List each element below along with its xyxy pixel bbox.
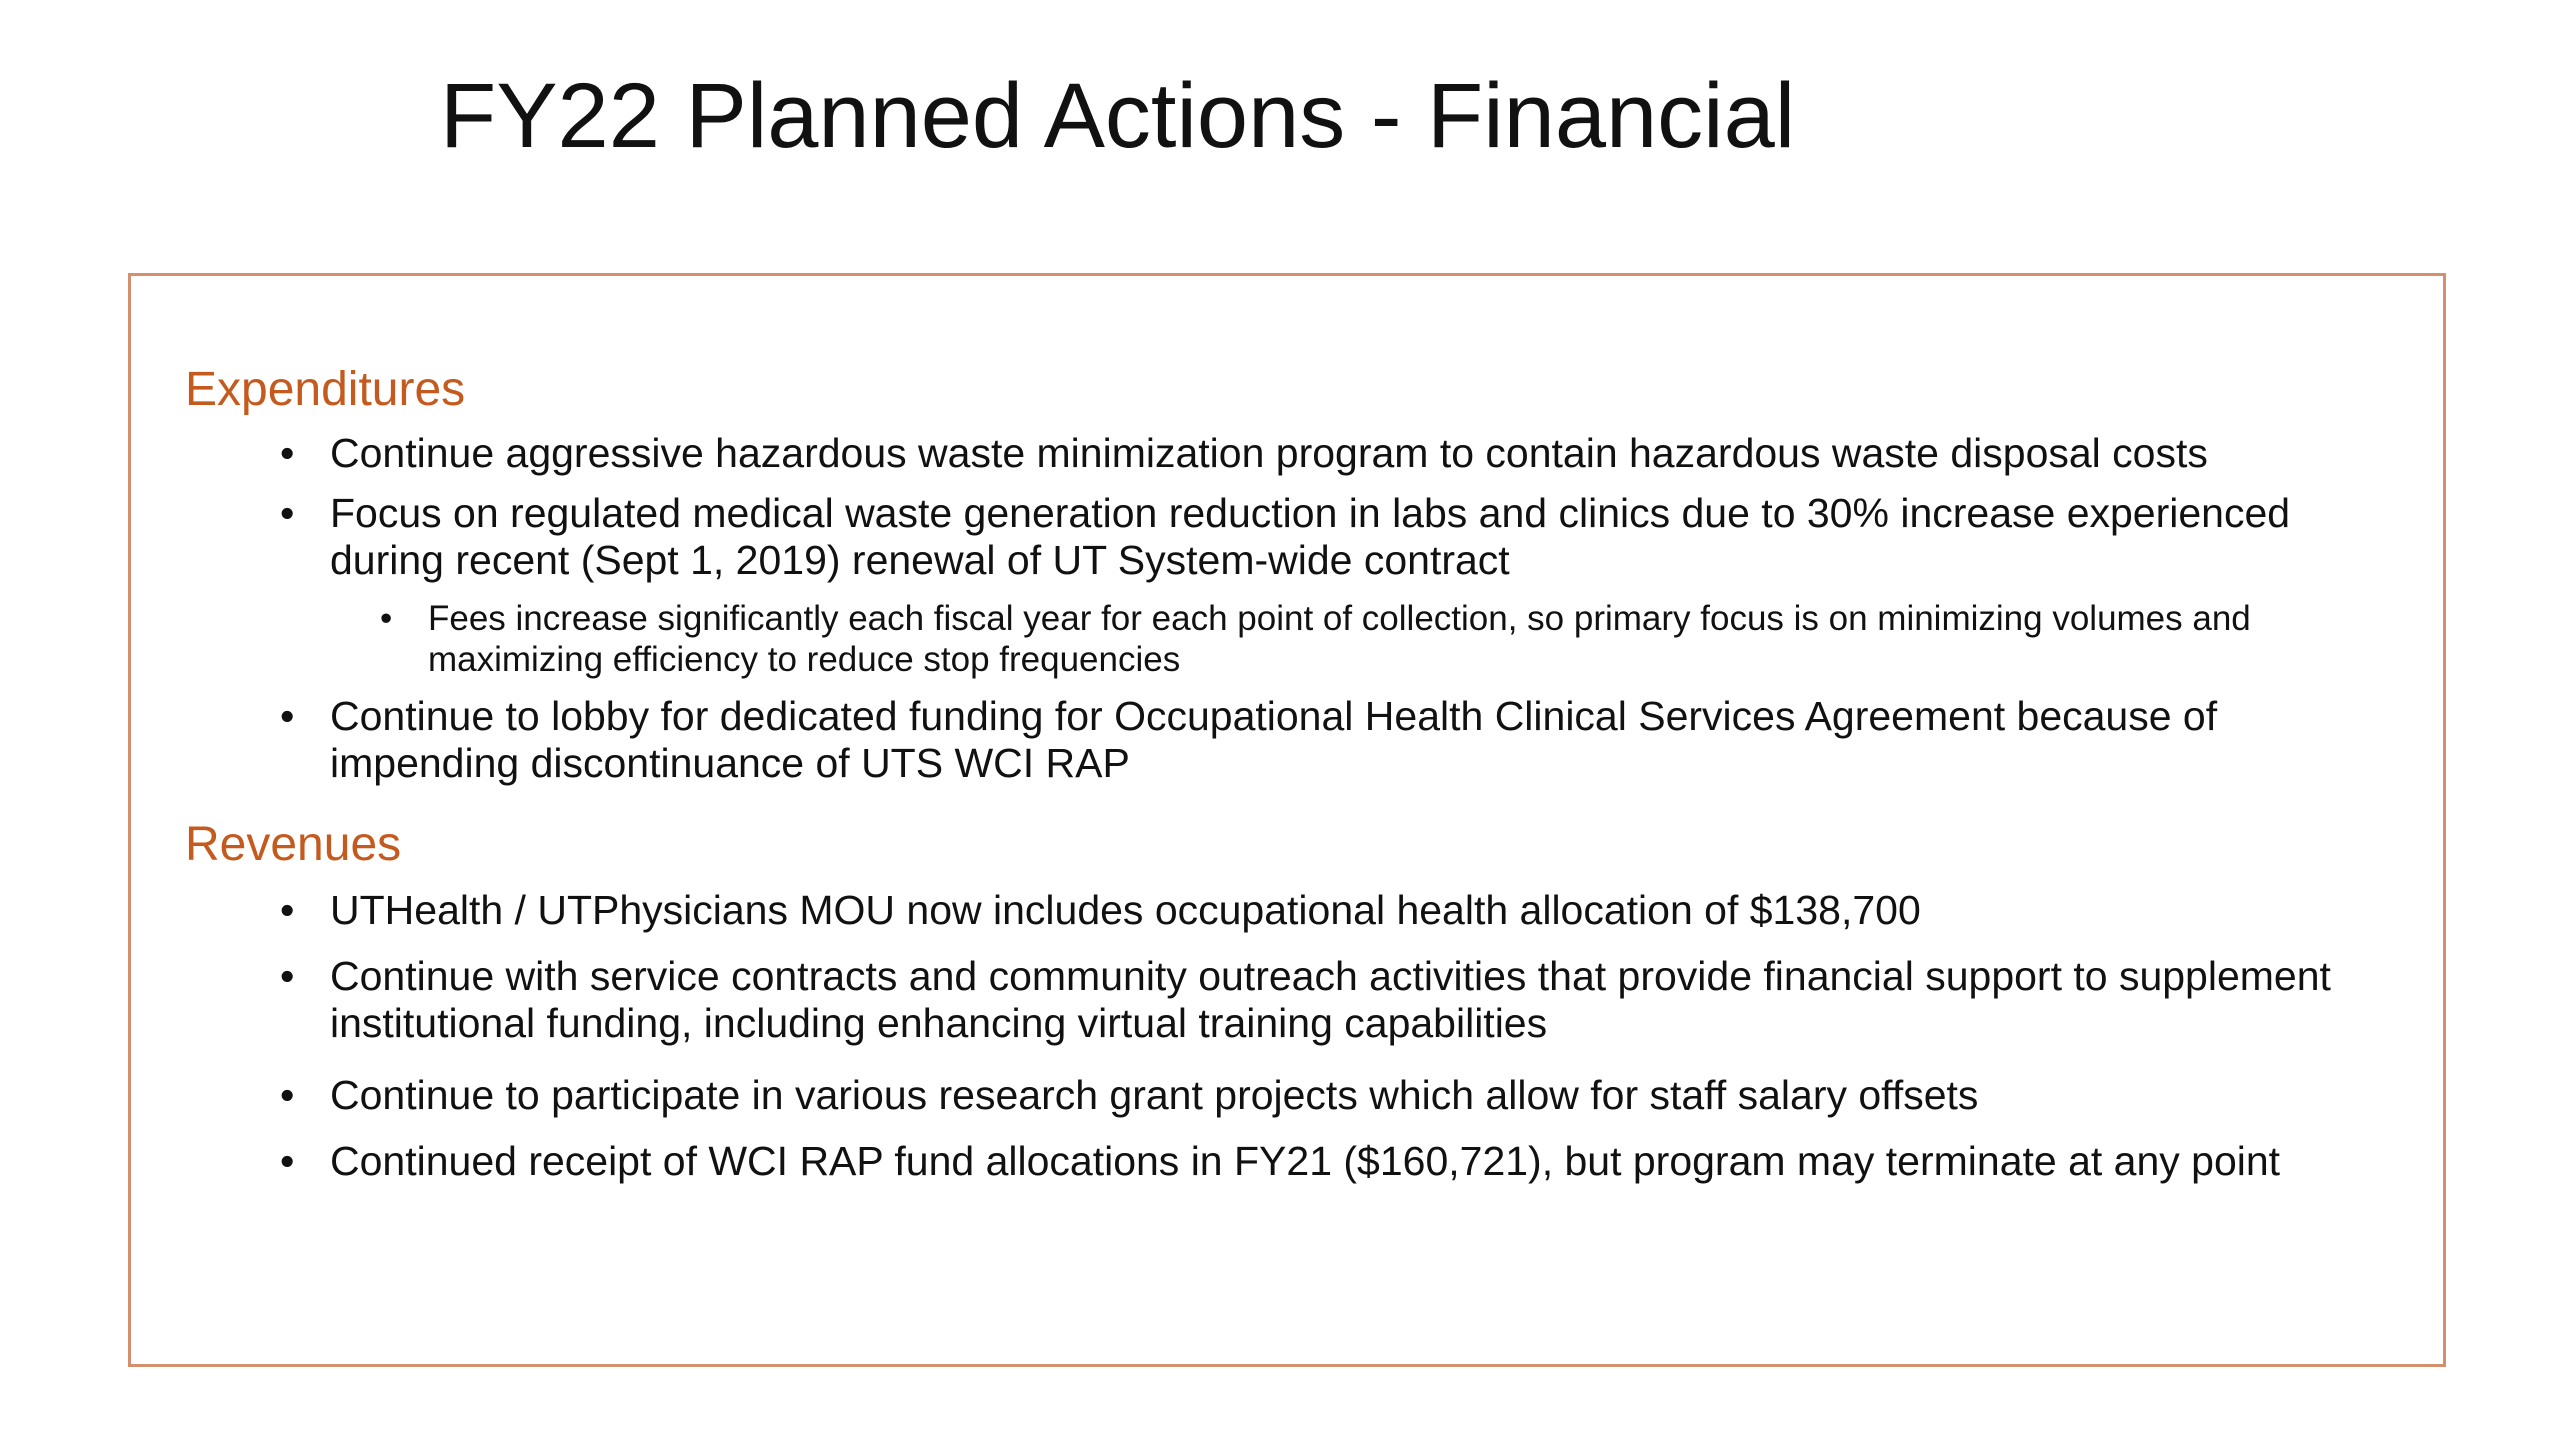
bullet-marker: • — [280, 693, 295, 739]
section-heading-revenues: Revenues — [185, 818, 402, 871]
bullet-text: Continue to participate in various research grant projects which allow for staff salary offsets — [330, 1072, 1979, 1118]
section-heading-expenditures: Expenditures — [185, 363, 466, 416]
bullet-marker: • — [380, 599, 393, 638]
bullet-text: Continue with service contracts and community outreach activities that provide financial support to supplement institutional funding, including enhancing virtual training capabilities — [330, 953, 2331, 1046]
bullet-marker: • — [280, 1072, 295, 1118]
bullet-marker: • — [280, 887, 295, 933]
slide-title: FY22 Planned Actions - Financial — [440, 65, 1796, 167]
bullet-text: Fees increase significantly each fiscal year for each point of collection, so primary focus is on minimizing volumes and maximizing efficiency to reduce stop frequencies — [428, 599, 2251, 679]
bullet-text: Continue to lobby for dedicated funding for Occupational Health Clinical Services Agreement because of impending discontinuance of UTS WCI RAP — [330, 693, 2218, 786]
bullet-text: Continue aggressive hazardous waste minimization program to contain hazardous waste disposal costs — [330, 430, 2208, 476]
bullet-marker: • — [280, 490, 295, 536]
bullet-text: Continued receipt of WCI RAP fund allocations in FY21 ($160,721), but program may terminate at any point — [330, 1138, 2281, 1184]
bullet-marker: • — [280, 953, 295, 999]
bullet-text: Focus on regulated medical waste generation reduction in labs and clinics due to 30% increase experienced during recent (Sept 1, 2019) renewal of UT System-wide contract — [330, 490, 2291, 583]
bullet-marker: • — [280, 1138, 295, 1184]
bullet-text: UTHealth / UTPhysicians MOU now includes occupational health allocation of $138,700 — [330, 887, 1921, 933]
bullet-marker: • — [280, 430, 295, 476]
